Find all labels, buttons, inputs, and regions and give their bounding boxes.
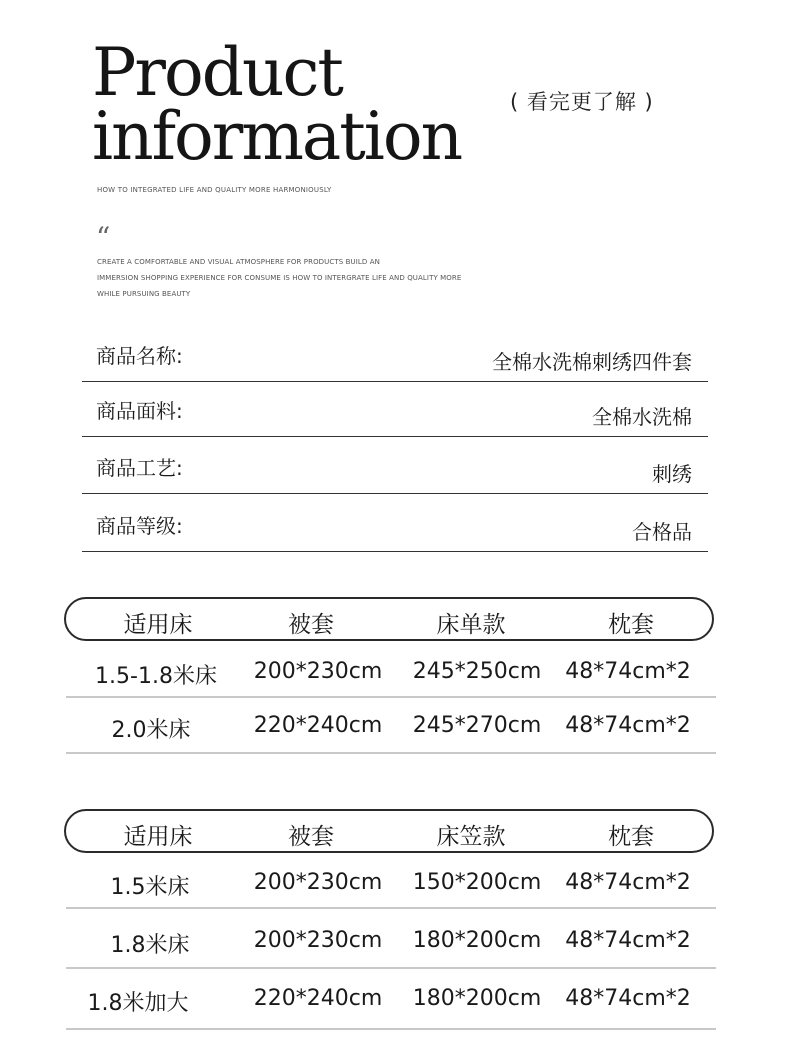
- info-row-craft: [82, 453, 708, 494]
- table-cell: 48*74cm*2: [565, 870, 691, 895]
- table-cell: 200*230cm: [253, 659, 383, 684]
- row-divider: [66, 967, 716, 969]
- table-cell: 48*74cm*2: [565, 986, 691, 1011]
- description-line: IMMERSION SHOPPING EXPERIENCE FOR CONSUME IS HOW TO INTERGRATE LIFE AND QUALITY MORE: [97, 274, 462, 282]
- table-cell: 200*230cm: [253, 870, 383, 895]
- info-row-grade: [82, 511, 708, 552]
- table1-header-sheet: 床单款: [436, 612, 506, 638]
- table1-header-bed: 适用床: [123, 612, 193, 638]
- table2-header-bed: 适用床: [123, 824, 193, 850]
- description-line: WHILE PURSUING BEAUTY: [97, 290, 191, 298]
- quote-icon: “: [96, 221, 111, 254]
- table-cell: 200*230cm: [253, 928, 383, 953]
- row-divider: [66, 907, 716, 909]
- table-cell: 1.5-1.8米床: [95, 664, 217, 689]
- table-cell: 48*74cm*2: [565, 659, 691, 684]
- info-row-fabric: [82, 396, 708, 437]
- table2-header-fitted: 床笠款: [436, 824, 506, 850]
- table-cell: 48*74cm*2: [565, 928, 691, 953]
- table1-header-pillow: 枕套: [608, 612, 654, 638]
- row-divider: [66, 696, 716, 698]
- info-row-name: [82, 341, 708, 382]
- row-divider: [66, 1028, 716, 1030]
- table-cell: 245*250cm: [412, 659, 542, 684]
- info-value: 刺绣: [652, 462, 692, 486]
- info-value: 全棉水洗棉: [592, 405, 692, 429]
- table-cell: 245*270cm: [412, 713, 542, 738]
- info-label: 商品面料:: [96, 399, 183, 423]
- info-value: 合格品: [632, 520, 692, 544]
- info-value: 全棉水洗棉刺绣四件套: [492, 350, 692, 374]
- tagline: HOW TO INTEGRATED LIFE AND QUALITY MORE HARMONIOUSLY: [97, 186, 332, 194]
- table-cell: 48*74cm*2: [565, 713, 691, 738]
- table1-header-duvet: 被套: [288, 612, 334, 638]
- row-divider: [66, 752, 716, 754]
- table-cell: 1.8米加大: [87, 991, 189, 1016]
- table-cell: 180*200cm: [412, 928, 542, 953]
- info-label: 商品工艺:: [96, 456, 183, 480]
- table-cell: 220*240cm: [253, 986, 383, 1011]
- read-more-hint: ( 看完更了解 ): [510, 90, 654, 114]
- table-cell: 150*200cm: [412, 870, 542, 895]
- table2-header-pillow: 枕套: [608, 824, 654, 850]
- table-cell: 180*200cm: [412, 986, 542, 1011]
- table-cell: 2.0米床: [111, 718, 191, 743]
- title-information: information: [92, 98, 462, 175]
- table-cell: 1.8米床: [110, 933, 190, 958]
- table-cell: 1.5米床: [110, 875, 190, 900]
- info-label: 商品名称:: [96, 344, 183, 368]
- info-label: 商品等级:: [96, 514, 183, 538]
- title-product: Product: [92, 34, 342, 111]
- table2-header-duvet: 被套: [288, 824, 334, 850]
- description-line: CREATE A COMFORTABLE AND VISUAL ATMOSPHERE FOR PRODUCTS BUILD AN: [97, 258, 380, 266]
- table-cell: 220*240cm: [253, 713, 383, 738]
